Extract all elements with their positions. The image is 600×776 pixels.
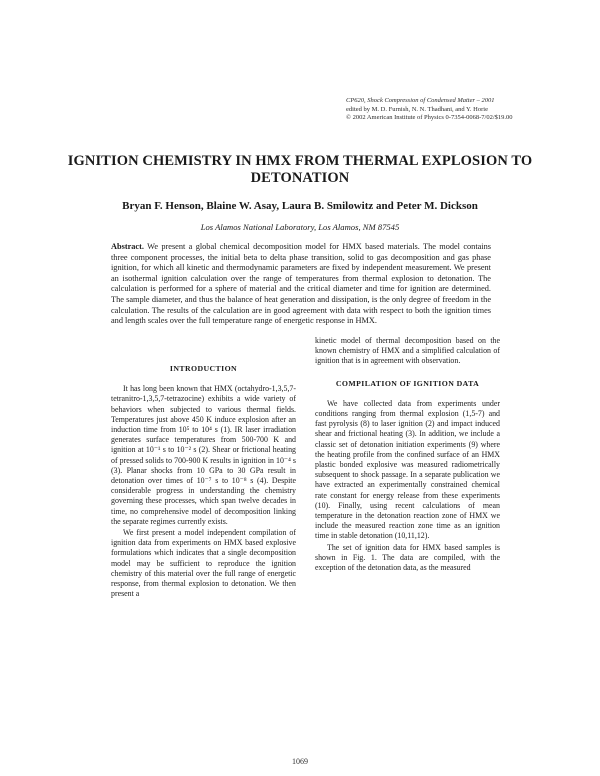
compilation-heading: COMPILATION OF IGNITION DATA <box>335 378 480 388</box>
intro-paragraph-3: kinetic model of thermal decomposition based on the known chemistry of HMX and a simplified calculation of ignition that is in agreement with observation. <box>315 336 500 366</box>
page-number: 1069 <box>292 757 308 766</box>
compilation-paragraph-1: We have collected data from experiments under conditions ranging from thermal explosion (1,5-7) and fast pyrolysis (8) to laser ignition (2) and impact induced shear and frictional heating (3). In addition, we include a classic set of detonation initiation experiments (9) where the heating profile from the confined surface of an HMX plastic bonded explosive was measured radiometrically subsequent to shock passage. In a separate publication we have extracted an experimentally constrained chemical rate constant for energy release from these experiments (10). Finally, using recent calculations of mean temperature in the detonation reaction zone of HMX we include the measured reaction zone time as an ignition time in stable detonation (10,11,12). <box>315 398 500 541</box>
left-column <box>111 362 296 599</box>
right-column <box>315 336 500 573</box>
abstract-text: We present a global chemical decomposition model for HMX based materials. The model contains three component processes, the initial beta to delta phase transition, solid to gas decomposition and gas phase ignition, for which all kinetic and thermodynamic parameters are fixed by independent measurement. We present an isothermal ignition calculation over the range of temperatures from thermal explosion to detonation. The calculation is performed for a sphere of material and the critical diameter and time for ignition are determined. The sample diameter, and thus the balance of heat generation and dissipation, is the only degree of freedom in the calculation. The results of the calculation are in good agreement with data with respect to both the ignition times and length scales over the full temperature range of energetic response in HMX. <box>111 242 491 326</box>
header-proceedings: CP620, Shock Compression of Condensed Matter – 2001 <box>346 97 495 104</box>
header-copyright: © 2002 American Institute of Physics 0-7354-0068-7/02/$19.00 <box>346 114 513 122</box>
compilation-paragraph-2: The set of ignition data for HMX based samples is shown in Fig. 1. The data are compiled, with the exception of the detonation data, as the measured <box>315 542 500 573</box>
intro-paragraph-1: It has long been known that HMX (octahydro-1,3,5,7-tetranitro-1,3,5,7-tetrazocine) exhibits a wide variety of behaviors when subjected to various thermal fields. Temperatures just above 450 K induce explosion after an induction time from 10⁵ to 10⁴ s (1). IR laser irradiation generates surface temperatures from 500-700 K and ignition at 10⁻¹ s to 10⁻² s (2). Shear or frictional heating of pressed solids to 700-900 K results in ignition in 10⁻⁴ s (3). Planar shocks from 10 GPa to 30 GPa result in detonation over times of 10⁻⁷ s to 10⁻⁸ s (4). Despite considerable progress in understanding the chemistry governing these processes, which span twelve decades in time, no comprehensive model of decomposition linking the separate regimes currently exists. <box>111 384 296 526</box>
affiliation: Los Alamos National Laboratory, Los Alamos, NM 87545 <box>200 222 400 232</box>
conference-header <box>346 97 576 123</box>
abstract-label: Abstract. <box>111 242 144 251</box>
abstract <box>111 242 491 327</box>
paper-title: IGNITION CHEMISTRY IN HMX FROM THERMAL EXPLOSION TO DETONATION <box>67 153 533 186</box>
header-editors: edited by M. D. Furnish, N. N. Thadhani, and Y. Horie <box>346 105 488 113</box>
introduction-heading: INTRODUCTION <box>169 364 238 373</box>
intro-paragraph-2: We first present a model independent compilation of ignition data from experiments on HMX based explosive formulations which indicates that a single decomposition model may be sufficient to reproduce the ignition chemistry of this material over the full range of energetic response, from thermal explosion to detonation. We then present a <box>111 528 296 599</box>
author-list: Bryan F. Henson, Blaine W. Asay, Laura B. Smilowitz and Peter M. Dickson <box>122 200 478 212</box>
